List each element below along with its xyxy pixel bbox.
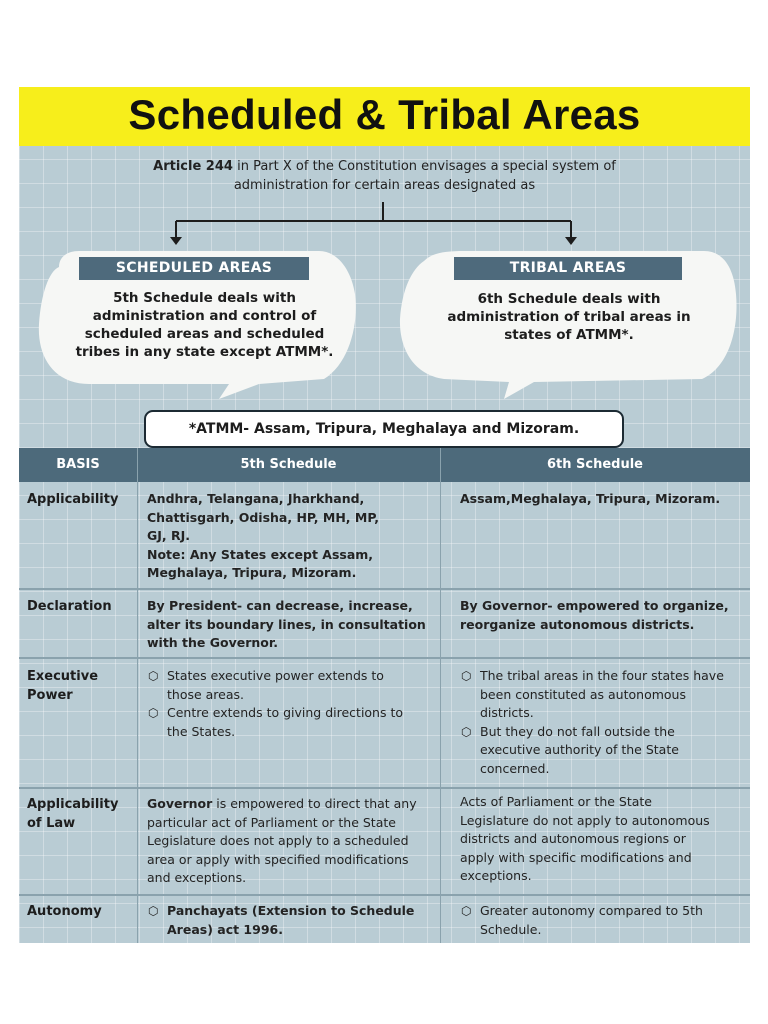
fifth-applicability [147,490,437,583]
scheduled-areas-heading: SCHEDULED AREAS [79,257,309,280]
cell-line: Note: Any States except Assam, [147,546,374,562]
arrow-down-icon [565,237,577,245]
hexagon-bullet-icon: ⬡ [148,904,159,918]
scheduled-line: scheduled areas and scheduled [84,326,325,342]
cell-line: Andhra, Telangana, Jharkhand, [147,491,365,506]
hexagon-bullet-icon: ⬡ [148,706,159,720]
header-6th-schedule: 6th Schedule [546,457,643,472]
scheduled-line: tribes in any state except ATMM*. [75,344,334,360]
cell-line: those areas. [167,686,245,702]
intro-text [79,157,690,195]
bullet-item [147,667,439,704]
fifth-autonomy [147,902,439,939]
arrow-down-icon [170,237,182,245]
table-header [19,448,750,482]
cell-line: Areas) act 1996. [167,921,283,937]
scheduled-areas-text [57,289,352,361]
tribal-line: administration of tribal areas in [447,309,691,325]
column-divider [137,448,138,943]
cell-line: Schedule. [480,921,542,937]
page-title: Scheduled & Tribal Areas [128,91,641,138]
cell-line: been constituted as autonomous [480,686,686,702]
tree-connector [19,199,750,249]
header-basis: BASIS [56,457,100,472]
cell-line: apply with specific modifications and [460,849,692,865]
bullet-item [147,704,439,741]
cell-line: By President- can decrease, increase, [147,598,413,613]
basis-applicability: Applicability [27,492,119,507]
cell-line: Assam,Meghalaya, Tripura, Mizoram. [460,491,721,506]
bullet-item [460,667,750,723]
basis-line: Executive [27,669,99,684]
cell-line: concerned. [480,760,550,776]
row-divider [19,894,750,896]
fifth-applicability-of-law [147,795,442,888]
basis-autonomy: Autonomy [27,904,102,919]
fifth-executive-power [147,667,439,741]
bullet-item [147,902,439,939]
cell-line: reorganize autonomous districts. [460,616,695,632]
tribal-line: states of ATMM*. [504,327,634,343]
hexagon-bullet-icon: ⬡ [461,904,472,918]
cell-line: and exceptions. [147,870,247,885]
cell-line: Legislature does not apply to a scheduled [147,833,409,848]
cell-line: alter its boundary lines, in consultation [147,616,426,632]
fifth-declaration [147,597,442,653]
hexagon-bullet-icon: ⬡ [461,724,472,739]
cell-line: area or apply with specified modifications [147,851,409,867]
cell-line: executive authority of the State [480,742,679,757]
cell-line: districts. [480,705,534,720]
infographic [19,87,750,943]
cell-line: Chattisgarh, Odisha, HP, MH, MP, [147,509,379,525]
cell-line: with the Governor. [147,635,279,650]
row-divider [19,588,750,590]
cell-line: the States. [167,723,236,739]
cell-line: particular act of Parliament or the State [147,814,396,830]
row-divider [19,657,750,659]
basis-applicability-of-law [27,795,118,833]
hexagon-bullet-icon: ⬡ [461,669,472,683]
article-ref: Article 244 [153,159,233,174]
sixth-applicability-of-law [460,793,750,886]
cell-line: GJ, RJ. [147,528,191,543]
sixth-executive-power [460,667,750,778]
cell-line: Meghalaya, Tripura, Mizoram. [147,565,357,580]
cell-line: Acts of Parliament or the State [460,794,652,809]
cell-line: exceptions. [460,868,532,883]
governor-lead: Governor [147,796,213,811]
intro-line-1: in Part X of the Constitution envisages a special system of [232,159,616,174]
cell-line: Greater autonomy compared to 5th [480,903,703,918]
atmm-footnote: *ATMM- Assam, Tripura, Meghalaya and Mizoram. [144,410,624,448]
cell-line: By Governor- empowered to organize, [460,598,729,613]
basis-declaration: Declaration [27,599,112,614]
tribal-areas-text [419,290,719,344]
hexagon-bullet-icon: ⬡ [148,669,159,683]
basis-line: Applicability [27,797,119,812]
sixth-declaration [460,597,750,634]
tribal-areas-heading: TRIBAL AREAS [454,257,682,280]
sixth-applicability [460,490,750,509]
sixth-autonomy [460,902,750,939]
basis-line: Power [27,688,73,703]
cell-line: The tribal areas in the four states have [480,668,724,683]
cell-line: Panchayats (Extension to Schedule [167,903,415,918]
cell-line: Legislature do not apply to autonomous [460,812,710,828]
bullet-item [460,723,750,779]
scheduled-line: administration and control of [92,308,317,324]
cell-line: But they do not fall outside the [480,723,675,739]
bullet-item [460,902,750,939]
header-5th-schedule: 5th Schedule [240,457,337,472]
title-bar [19,87,750,146]
cell-line: States executive power extends to [167,668,384,683]
cell-line: Centre extends to giving directions to [167,705,404,720]
row-divider [19,787,750,789]
basis-executive-power [27,667,98,705]
basis-line: of Law [27,816,76,831]
cell-line [147,795,442,814]
cell-line-rest: is empowered to direct that any [212,796,417,811]
cell-line: districts and autonomous regions or [460,831,686,846]
scheduled-line: 5th Schedule deals with [113,290,296,306]
intro-line-2: administration for certain areas designated as [233,178,536,193]
tribal-line: 6th Schedule deals with [477,291,661,307]
